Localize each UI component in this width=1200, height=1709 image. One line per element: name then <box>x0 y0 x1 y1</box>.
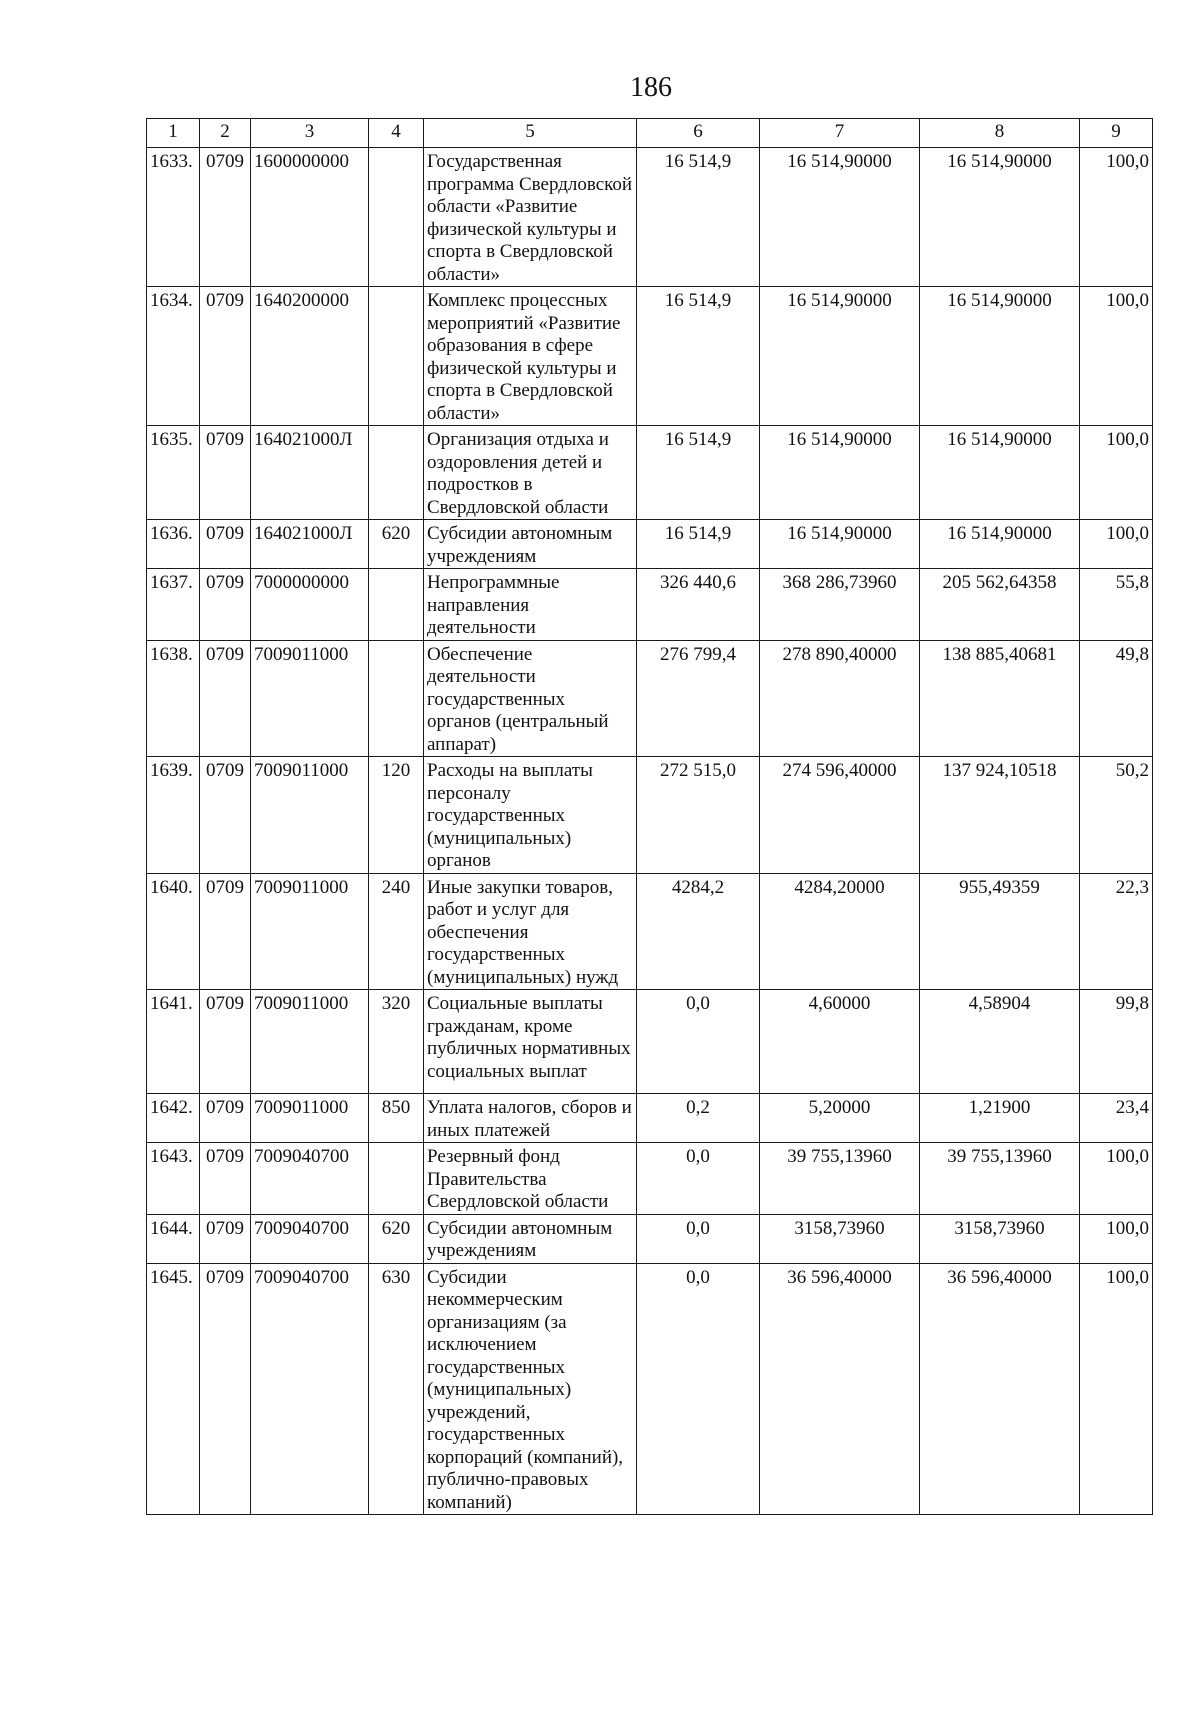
budget-table <box>146 118 1153 1515</box>
target-code: 7009040700 <box>251 1263 369 1515</box>
value-col6: 16 514,9 <box>637 148 760 287</box>
column-header-9: 9 <box>1080 119 1153 148</box>
section-code: 0709 <box>200 1214 251 1263</box>
expense-type <box>369 426 424 520</box>
row-number: 1641. <box>147 990 200 1094</box>
expense-type <box>369 640 424 757</box>
row-number: 1644. <box>147 1214 200 1263</box>
section-code: 0709 <box>200 1263 251 1515</box>
column-header-1: 1 <box>147 119 200 148</box>
table-row <box>147 757 1153 874</box>
table-row <box>147 990 1153 1094</box>
value-col8: 4,58904 <box>920 990 1080 1094</box>
item-name: Комплекс процессных мероприятий «Развитие образования в сфере физической культуры и спорта в Свердловской области» <box>424 287 637 426</box>
table-row <box>147 873 1153 990</box>
target-code: 7009011000 <box>251 873 369 990</box>
item-name: Уплата налогов, сборов и иных платежей <box>424 1094 637 1143</box>
value-col6: 326 440,6 <box>637 569 760 641</box>
percent-value: 22,3 <box>1080 873 1153 990</box>
row-number: 1637. <box>147 569 200 641</box>
value-col7: 16 514,90000 <box>760 287 920 426</box>
value-col7: 16 514,90000 <box>760 426 920 520</box>
row-number: 1642. <box>147 1094 200 1143</box>
value-col8: 39 755,13960 <box>920 1143 1080 1215</box>
section-code: 0709 <box>200 148 251 287</box>
item-name: Организация отдыха и оздоровления детей и подростков в Свердловской области <box>424 426 637 520</box>
value-col7: 36 596,40000 <box>760 1263 920 1515</box>
row-number: 1638. <box>147 640 200 757</box>
row-number: 1645. <box>147 1263 200 1515</box>
value-col7: 3158,73960 <box>760 1214 920 1263</box>
item-name: Субсидии некоммерческим организациям (за исключением государственных (муниципальных) учреждений, государственных корпораций (компаний), публично-правовых компаний) <box>424 1263 637 1515</box>
value-col6: 16 514,9 <box>637 287 760 426</box>
value-col6: 16 514,9 <box>637 426 760 520</box>
value-col6: 4284,2 <box>637 873 760 990</box>
percent-value: 100,0 <box>1080 426 1153 520</box>
table-row <box>147 426 1153 520</box>
value-col8: 3158,73960 <box>920 1214 1080 1263</box>
item-name: Субсидии автономным учреждениям <box>424 520 637 569</box>
section-code: 0709 <box>200 520 251 569</box>
value-col6: 272 515,0 <box>637 757 760 874</box>
item-name: Иные закупки товаров, работ и услуг для обеспечения государственных (муниципальных) нужд <box>424 873 637 990</box>
value-col7: 5,20000 <box>760 1094 920 1143</box>
target-code: 7000000000 <box>251 569 369 641</box>
expense-type: 630 <box>369 1263 424 1515</box>
value-col8: 36 596,40000 <box>920 1263 1080 1515</box>
item-name: Обеспечение деятельности государственных органов (центральный аппарат) <box>424 640 637 757</box>
expense-type <box>369 287 424 426</box>
target-code: 164021000Л <box>251 520 369 569</box>
percent-value: 100,0 <box>1080 287 1153 426</box>
section-code: 0709 <box>200 873 251 990</box>
expense-type <box>369 569 424 641</box>
table-body <box>147 148 1153 1515</box>
column-header-4: 4 <box>369 119 424 148</box>
column-header-2: 2 <box>200 119 251 148</box>
table-row <box>147 1143 1153 1215</box>
section-code: 0709 <box>200 287 251 426</box>
value-col7: 39 755,13960 <box>760 1143 920 1215</box>
value-col6: 276 799,4 <box>637 640 760 757</box>
target-code: 7009040700 <box>251 1143 369 1215</box>
section-code: 0709 <box>200 640 251 757</box>
percent-value: 100,0 <box>1080 1214 1153 1263</box>
column-header-7: 7 <box>760 119 920 148</box>
value-col7: 16 514,90000 <box>760 148 920 287</box>
item-name: Расходы на выплаты персоналу государственных (муниципальных) органов <box>424 757 637 874</box>
table-row <box>147 1214 1153 1263</box>
value-col8: 955,49359 <box>920 873 1080 990</box>
item-name: Государственная программа Свердловской области «Развитие физической культуры и спорта в Свердловской области» <box>424 148 637 287</box>
table-row <box>147 569 1153 641</box>
value-col7: 278 890,40000 <box>760 640 920 757</box>
table-row <box>147 520 1153 569</box>
percent-value: 50,2 <box>1080 757 1153 874</box>
table-row <box>147 1094 1153 1143</box>
section-code: 0709 <box>200 757 251 874</box>
item-name: Резервный фонд Правительства Свердловской области <box>424 1143 637 1215</box>
percent-value: 99,8 <box>1080 990 1153 1094</box>
value-col7: 4,60000 <box>760 990 920 1094</box>
target-code: 7009011000 <box>251 990 369 1094</box>
percent-value: 49,8 <box>1080 640 1153 757</box>
row-number: 1643. <box>147 1143 200 1215</box>
item-name: Непрограммные направления деятельности <box>424 569 637 641</box>
value-col8: 205 562,64358 <box>920 569 1080 641</box>
expense-type: 120 <box>369 757 424 874</box>
value-col7: 274 596,40000 <box>760 757 920 874</box>
percent-value: 23,4 <box>1080 1094 1153 1143</box>
expense-type: 240 <box>369 873 424 990</box>
value-col6: 0,0 <box>637 990 760 1094</box>
section-code: 0709 <box>200 1143 251 1215</box>
row-number: 1636. <box>147 520 200 569</box>
percent-value: 100,0 <box>1080 1143 1153 1215</box>
percent-value: 55,8 <box>1080 569 1153 641</box>
row-number: 1639. <box>147 757 200 874</box>
column-header-6: 6 <box>637 119 760 148</box>
section-code: 0709 <box>200 569 251 641</box>
column-header-5: 5 <box>424 119 637 148</box>
value-col8: 16 514,90000 <box>920 148 1080 287</box>
target-code: 7009011000 <box>251 1094 369 1143</box>
target-code: 7009011000 <box>251 757 369 874</box>
target-code: 7009011000 <box>251 640 369 757</box>
page-number: 186 <box>630 72 672 103</box>
expense-type: 620 <box>369 520 424 569</box>
value-col6: 0,0 <box>637 1214 760 1263</box>
value-col8: 138 885,40681 <box>920 640 1080 757</box>
row-number: 1633. <box>147 148 200 287</box>
value-col8: 1,21900 <box>920 1094 1080 1143</box>
expense-type: 850 <box>369 1094 424 1143</box>
value-col7: 16 514,90000 <box>760 520 920 569</box>
target-code: 7009040700 <box>251 1214 369 1263</box>
value-col7: 368 286,73960 <box>760 569 920 641</box>
table-row <box>147 1263 1153 1515</box>
value-col6: 16 514,9 <box>637 520 760 569</box>
value-col8: 16 514,90000 <box>920 426 1080 520</box>
section-code: 0709 <box>200 990 251 1094</box>
percent-value: 100,0 <box>1080 1263 1153 1515</box>
value-col6: 0,0 <box>637 1143 760 1215</box>
expense-type <box>369 1143 424 1215</box>
expense-type <box>369 148 424 287</box>
row-number: 1635. <box>147 426 200 520</box>
expense-type: 620 <box>369 1214 424 1263</box>
row-number: 1634. <box>147 287 200 426</box>
section-code: 0709 <box>200 426 251 520</box>
column-header-8: 8 <box>920 119 1080 148</box>
section-code: 0709 <box>200 1094 251 1143</box>
table-header <box>147 119 1153 148</box>
target-code: 1640200000 <box>251 287 369 426</box>
table-row <box>147 287 1153 426</box>
value-col8: 16 514,90000 <box>920 520 1080 569</box>
value-col6: 0,0 <box>637 1263 760 1515</box>
row-number: 1640. <box>147 873 200 990</box>
value-col8: 137 924,10518 <box>920 757 1080 874</box>
value-col8: 16 514,90000 <box>920 287 1080 426</box>
percent-value: 100,0 <box>1080 148 1153 287</box>
column-header-3: 3 <box>251 119 369 148</box>
percent-value: 100,0 <box>1080 520 1153 569</box>
value-col6: 0,2 <box>637 1094 760 1143</box>
value-col7: 4284,20000 <box>760 873 920 990</box>
table-row <box>147 640 1153 757</box>
expense-type: 320 <box>369 990 424 1094</box>
table-row <box>147 148 1153 287</box>
target-code: 1600000000 <box>251 148 369 287</box>
target-code: 164021000Л <box>251 426 369 520</box>
item-name: Субсидии автономным учреждениям <box>424 1214 637 1263</box>
item-name: Социальные выплаты гражданам, кроме публичных нормативных социальных выплат <box>424 990 637 1094</box>
header-row <box>147 119 1153 148</box>
